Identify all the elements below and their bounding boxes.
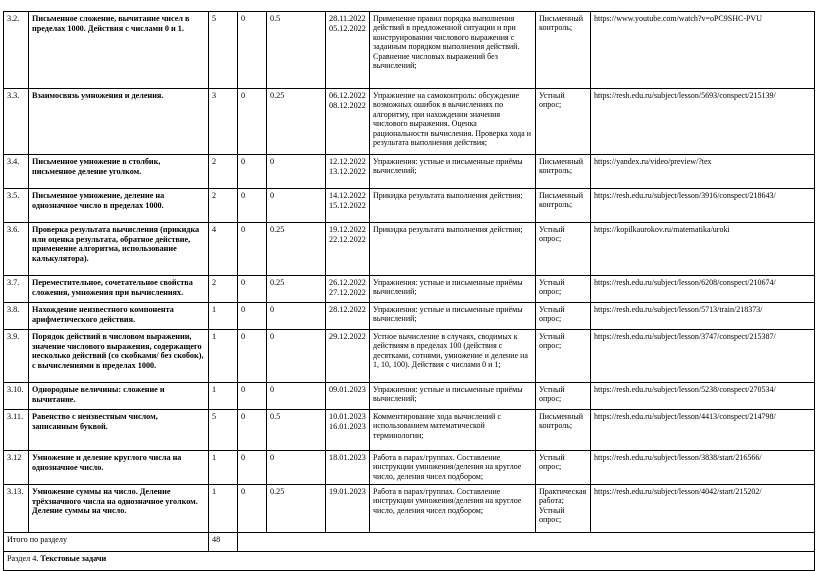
section-title: Текстовые задачи bbox=[40, 554, 107, 563]
row-hours: 5 bbox=[209, 12, 238, 89]
row-topic: Порядок действий в числовом выражении, значение числового выражения, содержащего несколько действий (со скобками/ без скобок), с вычислениями в пределах 1000. bbox=[29, 330, 209, 383]
row-date-start: 26.12.2022 bbox=[329, 278, 366, 287]
row-practice: 0.25 bbox=[267, 223, 326, 276]
row-resource-link[interactable]: https://resh.edu.ru/subject/lesson/3838/start/216566/ bbox=[591, 451, 815, 485]
row-activities: Прикидка результата выполнения действия; bbox=[370, 189, 536, 223]
row-dates bbox=[326, 485, 370, 533]
table-row bbox=[4, 155, 815, 189]
row-activities: Прикидка результата выполнения действия; bbox=[370, 223, 536, 276]
row-practice: 0.25 bbox=[267, 89, 326, 155]
row-number: 3.10. bbox=[4, 383, 29, 410]
row-tests: 0 bbox=[238, 223, 267, 276]
row-dates bbox=[326, 330, 370, 383]
row-number: 3.5. bbox=[4, 189, 29, 223]
row-resource-link[interactable]: https://resh.edu.ru/subject/lesson/5713/train/218373/ bbox=[591, 303, 815, 330]
row-hours: 4 bbox=[209, 223, 238, 276]
row-control: Устный опрос; bbox=[536, 223, 591, 276]
row-practice: 0 bbox=[267, 155, 326, 189]
row-date-end: 22.12.2022 bbox=[329, 234, 366, 244]
row-dates bbox=[326, 383, 370, 410]
row-resource-link[interactable]: https://resh.edu.ru/subject/lesson/5238/conspect/270534/ bbox=[591, 383, 815, 410]
row-dates bbox=[326, 223, 370, 276]
table-row bbox=[4, 451, 815, 485]
row-date-end: 13.12.2022 bbox=[329, 166, 366, 176]
row-control: Устный опрос; bbox=[536, 383, 591, 410]
table-body bbox=[4, 12, 815, 533]
row-resource-link[interactable]: https://resh.edu.ru/subject/lesson/3747/conspect/215387/ bbox=[591, 330, 815, 383]
row-control: Практическая работа; Устный опрос; bbox=[536, 485, 591, 533]
row-control: Устный опрос; bbox=[536, 451, 591, 485]
row-number: 3.12 bbox=[4, 451, 29, 485]
table-row bbox=[4, 189, 815, 223]
row-tests: 0 bbox=[238, 383, 267, 410]
row-activities: Работа в парах/группах. Составление инструкции умножения/деления на круглое число, деления чисел подбором; bbox=[370, 485, 536, 533]
row-dates bbox=[326, 451, 370, 485]
section-row bbox=[4, 552, 815, 571]
row-tests: 0 bbox=[238, 330, 267, 383]
row-topic: Взаимосвязь умножения и деления. bbox=[29, 89, 209, 155]
row-activities: Упражнения: устные и письменные приёмы вычислений; bbox=[370, 276, 536, 303]
total-row bbox=[4, 533, 815, 552]
row-activities: Упражнения: устные и письменные приёмы вычислений; bbox=[370, 383, 536, 410]
row-hours: 1 bbox=[209, 485, 238, 533]
row-control: Устный опрос; bbox=[536, 89, 591, 155]
table-row bbox=[4, 383, 815, 410]
table-row bbox=[4, 276, 815, 303]
row-dates bbox=[326, 303, 370, 330]
row-date-start: 19.01.2023 bbox=[329, 487, 366, 496]
row-number: 3.4. bbox=[4, 155, 29, 189]
row-tests: 0 bbox=[238, 303, 267, 330]
row-resource-link[interactable]: https://kopilkaurokov.ru/matematika/uroki bbox=[591, 223, 815, 276]
row-activities: Упражнения: устные и письменные приёмы вычислений; bbox=[370, 155, 536, 189]
row-activities: Работа в парах/группах. Составление инструкции умножения/деления на круглое число, деления чисел подбором; bbox=[370, 451, 536, 485]
table-row bbox=[4, 330, 815, 383]
row-date-start: 10.01.2023 bbox=[329, 412, 366, 421]
row-practice: 0.5 bbox=[267, 12, 326, 89]
row-date-start: 18.01.2023 bbox=[329, 453, 366, 462]
row-date-end: 05.12.2022 bbox=[329, 23, 366, 33]
row-number: 3.13. bbox=[4, 485, 29, 533]
table-row bbox=[4, 223, 815, 276]
row-number: 3.9. bbox=[4, 330, 29, 383]
row-practice: 0 bbox=[267, 303, 326, 330]
row-date-start: 19.12.2022 bbox=[329, 225, 366, 234]
row-date-start: 14.12.2022 bbox=[329, 191, 366, 200]
row-topic: Переместительное, сочетательное свойства сложения, умножения при вычислениях. bbox=[29, 276, 209, 303]
row-practice: 0.5 bbox=[267, 410, 326, 451]
row-practice: 0.25 bbox=[267, 276, 326, 303]
row-activities: Упражнение на самоконтроль: обсуждение возможных ошибок в вычислениях по алгоритму, при нахождении значения числового выражения. Оценка рациональности вычисления. Проверка хода и результата выполнения действия; bbox=[370, 89, 536, 155]
row-hours: 2 bbox=[209, 276, 238, 303]
row-resource-link[interactable]: https://yandex.ru/video/preview/?tex bbox=[591, 155, 815, 189]
section-heading bbox=[4, 552, 815, 571]
row-control: Письменный контроль; bbox=[536, 189, 591, 223]
row-date-end: 16.01.2023 bbox=[329, 421, 366, 431]
row-tests: 0 bbox=[238, 410, 267, 451]
row-practice: 0 bbox=[267, 189, 326, 223]
row-number: 3.7. bbox=[4, 276, 29, 303]
row-dates bbox=[326, 189, 370, 223]
total-value: 48 bbox=[209, 533, 238, 552]
row-date-start: 09.01.2023 bbox=[329, 385, 366, 394]
table-row bbox=[4, 89, 815, 155]
row-topic: Проверка результата вычисления (прикидка или оценка результата, обратное действие, применение алгоритма, использование калькулятора). bbox=[29, 223, 209, 276]
row-control: Устный опрос; bbox=[536, 330, 591, 383]
row-topic: Письменное умножение, деление на однозначное число в пределах 1000. bbox=[29, 189, 209, 223]
row-date-start: 06.12.2022 bbox=[329, 91, 366, 100]
section-prefix: Раздел 4. bbox=[7, 554, 41, 563]
row-tests: 0 bbox=[238, 89, 267, 155]
row-tests: 0 bbox=[238, 189, 267, 223]
table-row bbox=[4, 12, 815, 89]
row-activities: Упражнения: устные и письменные приёмы вычислений; bbox=[370, 303, 536, 330]
total-filler bbox=[238, 533, 815, 552]
row-tests: 0 bbox=[238, 155, 267, 189]
table-row bbox=[4, 410, 815, 451]
table-row bbox=[4, 303, 815, 330]
row-topic: Однородные величины: сложение и вычитание. bbox=[29, 383, 209, 410]
row-hours: 3 bbox=[209, 89, 238, 155]
row-date-start: 28.11.2022 bbox=[329, 14, 366, 23]
row-hours: 2 bbox=[209, 189, 238, 223]
row-activities: Применение правил порядка выполнения действий в предложенной ситуации и при конструировании числового выражения с заданным порядком выполнения действий. Сравнение числовых выражений без вычислений; bbox=[370, 12, 536, 89]
row-date-end: 27.12.2022 bbox=[329, 287, 366, 297]
row-hours: 2 bbox=[209, 155, 238, 189]
curriculum-table bbox=[3, 11, 815, 571]
row-hours: 1 bbox=[209, 303, 238, 330]
row-hours: 1 bbox=[209, 383, 238, 410]
row-activities: Устное вычисление в случаях, сводимых к действиям в пределах 100 (действия с десятками, сотнями, умножение и деление на 1, 10, 100). Действия с числами 0 и 1; bbox=[370, 330, 536, 383]
row-hours: 1 bbox=[209, 330, 238, 383]
row-practice: 0.25 bbox=[267, 485, 326, 533]
row-date-start: 28.12.2022 bbox=[329, 305, 366, 314]
row-topic: Равенство с неизвестным числом, записанным буквой. bbox=[29, 410, 209, 451]
row-dates bbox=[326, 410, 370, 451]
row-date-start: 29.12.2022 bbox=[329, 332, 366, 341]
row-number: 3.2. bbox=[4, 12, 29, 89]
row-number: 3.6. bbox=[4, 223, 29, 276]
row-practice: 0 bbox=[267, 330, 326, 383]
row-practice: 0 bbox=[267, 383, 326, 410]
row-topic: Письменное умножение в столбик, письменное деление уголком. bbox=[29, 155, 209, 189]
row-resource-link[interactable]: https://resh.edu.ru/subject/lesson/6208/conspect/210674/ bbox=[591, 276, 815, 303]
row-practice: 0 bbox=[267, 451, 326, 485]
row-control: Устный опрос; bbox=[536, 303, 591, 330]
row-dates bbox=[326, 12, 370, 89]
total-label: Итого по разделу bbox=[4, 533, 209, 552]
row-resource-link[interactable]: https://resh.edu.ru/subject/lesson/5693/conspect/215139/ bbox=[591, 89, 815, 155]
row-control: Устный опрос; bbox=[536, 276, 591, 303]
row-control: Письменный контроль; bbox=[536, 410, 591, 451]
row-number: 3.3. bbox=[4, 89, 29, 155]
row-tests: 0 bbox=[238, 485, 267, 533]
row-tests: 0 bbox=[238, 451, 267, 485]
row-dates bbox=[326, 155, 370, 189]
row-tests: 0 bbox=[238, 12, 267, 89]
row-activities: Комментирование хода вычислений с использованием математической терминологии; bbox=[370, 410, 536, 451]
row-number: 3.11. bbox=[4, 410, 29, 451]
row-dates bbox=[326, 89, 370, 155]
row-topic: Письменное сложение, вычитание чисел в пределах 1000. Действия с числами 0 и 1. bbox=[29, 12, 209, 89]
row-resource-link[interactable]: https://resh.edu.ru/subject/lesson/4413/conspect/214798/ bbox=[591, 410, 815, 451]
row-number: 3.8. bbox=[4, 303, 29, 330]
row-resource-link[interactable]: https://resh.edu.ru/subject/lesson/3916/conspect/218643/ bbox=[591, 189, 815, 223]
row-hours: 1 bbox=[209, 451, 238, 485]
row-date-end: 15.12.2022 bbox=[329, 200, 366, 210]
row-control: Письменный контроль; bbox=[536, 155, 591, 189]
row-control: Письменный контроль; bbox=[536, 12, 591, 89]
row-topic: Умножение и деление круглого числа на однозначное число. bbox=[29, 451, 209, 485]
row-topic: Умножение суммы на число. Деление трёхзначного числа на однозначное уголком. Деление суммы на число. bbox=[29, 485, 209, 533]
row-tests: 0 bbox=[238, 276, 267, 303]
row-hours: 5 bbox=[209, 410, 238, 451]
row-date-start: 12.12.2022 bbox=[329, 157, 366, 166]
table-row bbox=[4, 485, 815, 533]
row-resource-link[interactable]: https://resh.edu.ru/subject/lesson/4042/start/215202/ bbox=[591, 485, 815, 533]
row-resource-link[interactable]: https://www.youtube.com/watch?v=oPC9SHC-PVU bbox=[591, 12, 815, 89]
row-dates bbox=[326, 276, 370, 303]
row-topic: Нахождение неизвестного компонента арифметического действия. bbox=[29, 303, 209, 330]
row-date-end: 08.12.2022 bbox=[329, 100, 366, 110]
